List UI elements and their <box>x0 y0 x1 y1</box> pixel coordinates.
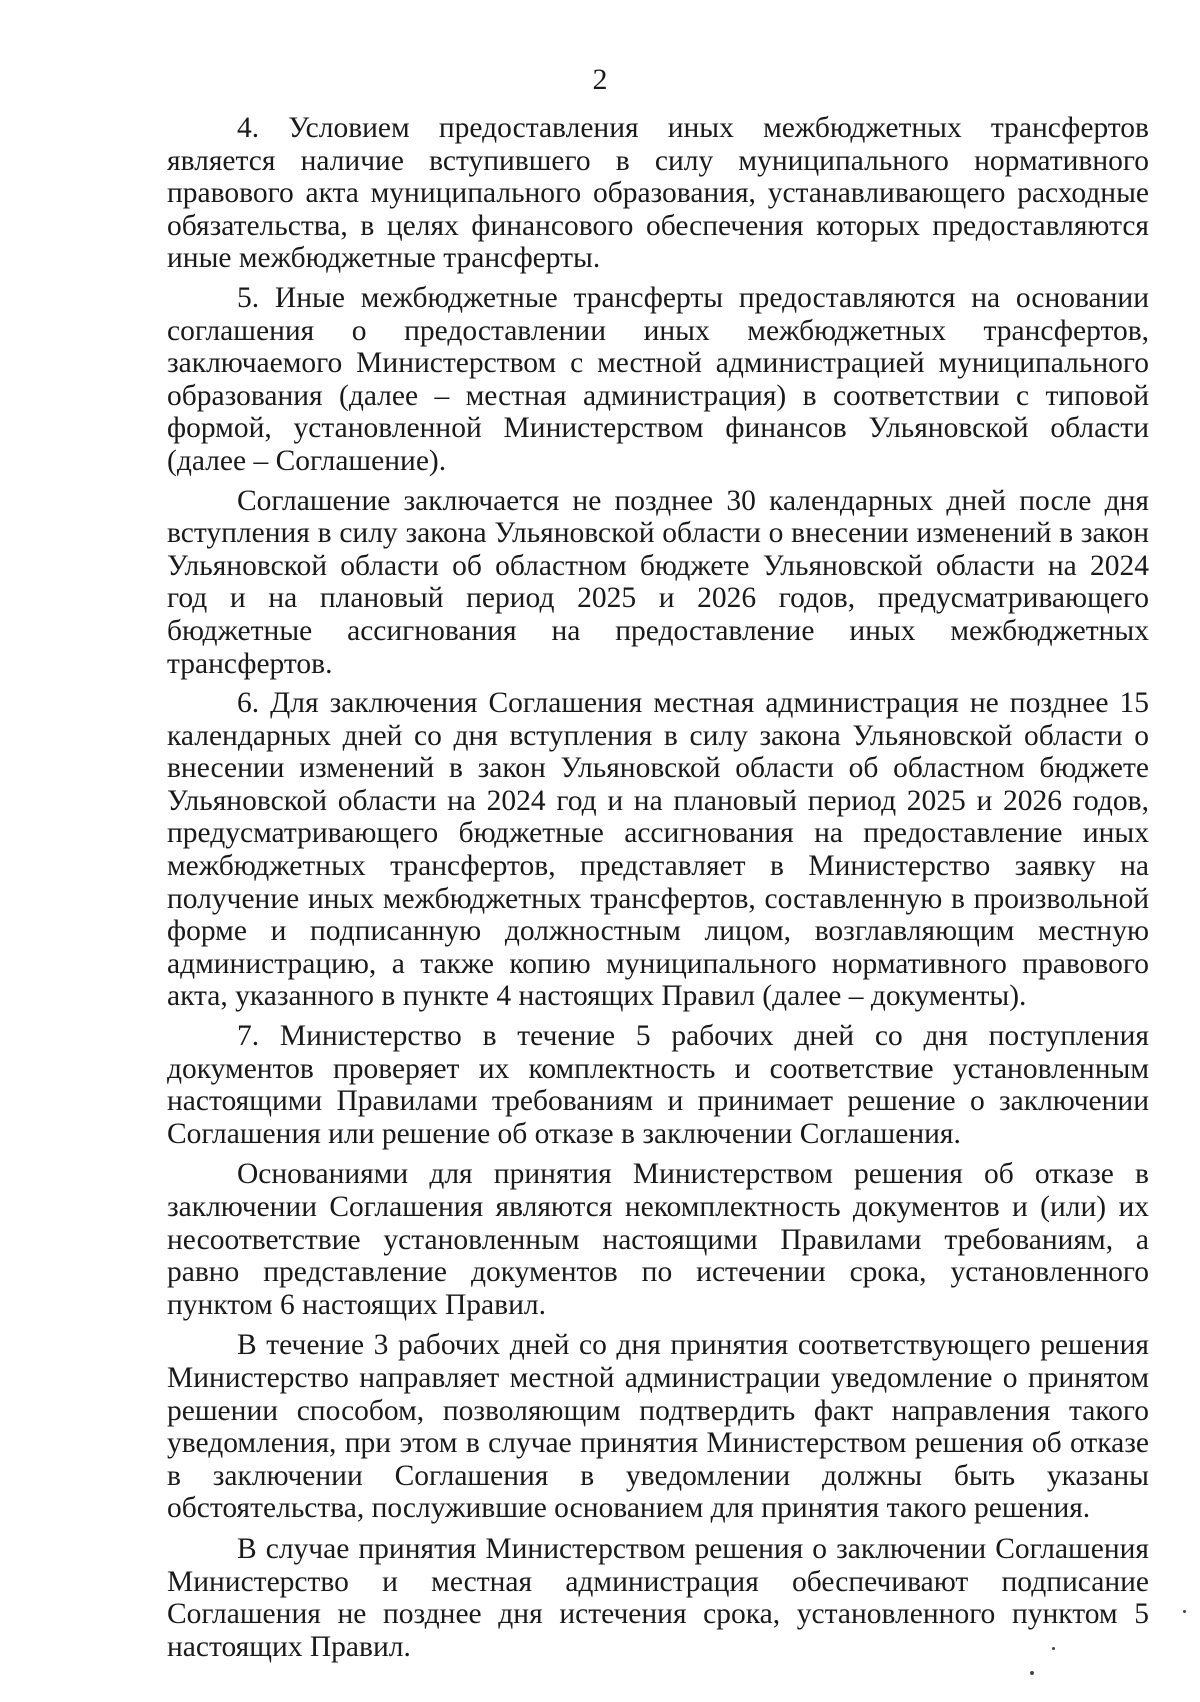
paragraph-signing: В случае принятия Министерством решения о заключении Соглашения Министерство и местная администрация обеспечивают подписание Соглашения не позднее дня истечения срока, установленного пунктом 5 настоящих Правил. <box>167 1532 1149 1663</box>
paragraph-agreement-deadline: Соглашение заключается не позднее 30 календарных дней после дня вступления в силу закона Ульяновской области о внесении изменений в закон Ульяновской области об областном бюджете Ульяновской области на 2024 год и на плановый период 2025 и 2026 годов, предусматривающего бюджетные ассигнования на предоставление иных межбюджетных трансфертов. <box>167 484 1149 680</box>
paragraph-gap <box>167 275 1149 282</box>
document-body <box>167 112 1149 1663</box>
paragraph-gap <box>167 1150 1149 1158</box>
paragraph-refusal-grounds: Основаниями для принятия Министерством решения об отказе в заключении Соглашения являются некомплектность документов и (или) их несоответствие установленным настоящими Правилами требованиям, а равно представление документов по истечении срока, установленного пунктом 6 настоящих Правил. <box>167 1158 1149 1321</box>
scan-speck <box>1052 1647 1055 1650</box>
paragraph-item-4: 4. Условием предоставления иных межбюджетных трансфертов является наличие вступившего в силу муниципального нормативного правового акта муниципального образования, устанавливающего расходные обязательства, в целях финансового обеспечения которых предоставляются иные межбюджетные трансферты. <box>167 112 1149 275</box>
paragraph-gap <box>167 680 1149 687</box>
scan-speck <box>1183 1610 1186 1613</box>
paragraph-item-5: 5. Иные межбюджетные трансферты предоставляются на основании соглашения о предоставлении иных межбюджетных трансфертов, заключаемого Министерством с местной администрацией муниципального образования (далее – местная администрация) в соответствии с типовой формой, установленной Министерством финансов Ульяновской области (далее – Соглашение). <box>167 281 1149 477</box>
paragraph-gap <box>167 478 1149 485</box>
page-number: 2 <box>592 63 608 96</box>
paragraph-item-6: 6. Для заключения Соглашения местная администрация не позднее 15 календарных дней со дня вступления в силу закона Ульяновской области о внесении изменений в закон Ульяновской области об областном бюджете Ульяновской области на 2024 год и на плановый период 2025 и 2026 годов, предусматривающего бюджетные ассигнования на предоставление иных межбюджетных трансфертов, представляет в Министерство заявку на получение иных межбюджетных трансфертов, составленную в произвольной форме и подписанную должностным лицом, возглавляющим местную администрацию, а также копию муниципального нормативного правового акта, указанного в пункте 4 настоящих Правил (далее – документы). <box>167 687 1149 1013</box>
paragraph-gap <box>167 1525 1149 1533</box>
paragraph-gap <box>167 1013 1149 1020</box>
paragraph-item-7: 7. Министерство в течение 5 рабочих дней со дня поступления документов проверяет их комплектность и соответствие установленным настоящими Правилами требованиям и принимает решение о заключении Соглашения или решение об отказе в заключении Соглашения. <box>167 1020 1149 1150</box>
paragraph-notification: В течение 3 рабочих дней со дня принятия соответствующего решения Министерство направляет местной администрации уведомление о принятом решении способом, позволяющим подтвердить факт направления такого уведомления, при этом в случае принятия Министерством решения об отказе в заключении Соглашения в уведомлении должны быть указаны обстоятельства, послужившие основанием для принятия такого решения. <box>167 1329 1149 1525</box>
scan-speck <box>1030 1671 1034 1675</box>
paragraph-gap <box>167 1321 1149 1329</box>
